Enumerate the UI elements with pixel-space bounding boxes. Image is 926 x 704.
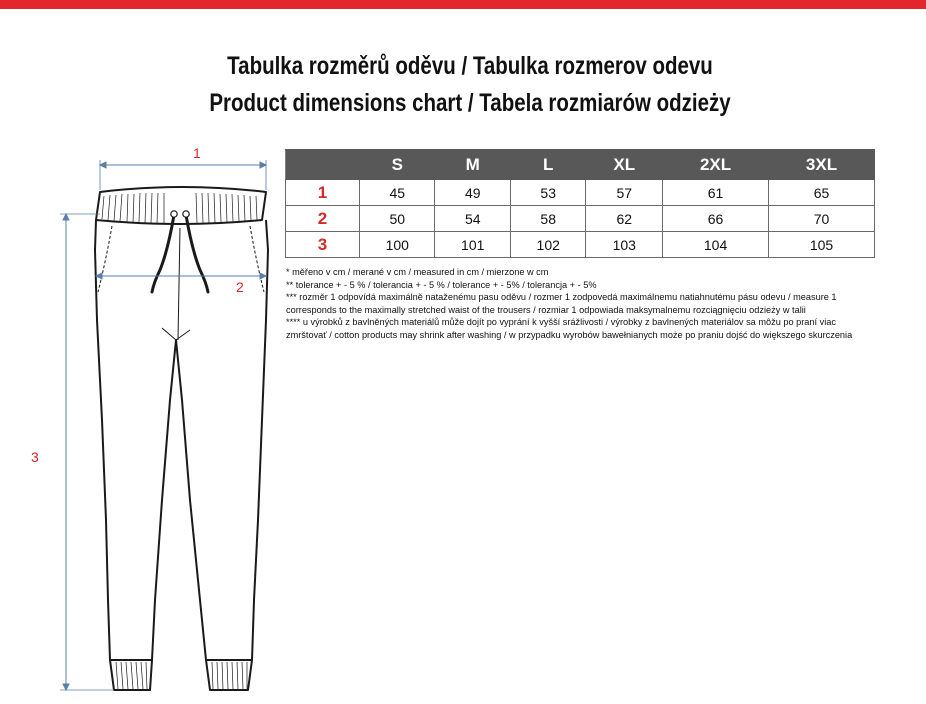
size-column-header: L bbox=[510, 150, 585, 180]
size-column-header: 2XL bbox=[663, 150, 769, 180]
table-cell: 102 bbox=[510, 232, 585, 258]
table-row bbox=[286, 180, 875, 206]
drawstring-right bbox=[186, 215, 208, 292]
eyelet-left bbox=[171, 211, 177, 217]
size-column-header: S bbox=[360, 150, 435, 180]
table-cell: 50 bbox=[360, 206, 435, 232]
table-cell: 104 bbox=[663, 232, 769, 258]
size-table bbox=[285, 149, 875, 258]
footnote: *** rozměr 1 odpovídá maximálně nataženému pasu oděvu / rozmer 1 zodpovedá maximálnemu natiahnutému pásu odevu / measure 1 corresponds to the maximally stretched waist of the trousers / rozmiar 1 odpowiada maksymalnemu rozciągnięciu odzieży w talii bbox=[286, 292, 837, 315]
table-cell: 53 bbox=[510, 180, 585, 206]
measure-label-3: 3 bbox=[31, 449, 39, 465]
row-label: 2 bbox=[286, 206, 360, 232]
size-column-header: XL bbox=[586, 150, 663, 180]
row-label: 3 bbox=[286, 232, 360, 258]
drawstring-left bbox=[152, 215, 174, 292]
page-title-line-2: Product dimensions chart / Tabela rozmiarów odzieży bbox=[209, 89, 731, 117]
table-row bbox=[286, 232, 875, 258]
crotch-stitch bbox=[162, 328, 190, 340]
footnote: **** u výrobků z bavlněných materiálů může dojít po vyprání k vyšší srážlivosti / výrobky z bavlnených materiálov sa môžu po praní viac zmrštovať / cotton products may shrink after washing / w przypadku wyrobów bawełnianych może po praniu dojść do większego skurczenia bbox=[286, 317, 853, 340]
page-title-line-1: Tabulka rozměrů oděvu / Tabulka rozmerov odevu bbox=[227, 52, 713, 80]
trousers-waistband bbox=[96, 187, 266, 224]
table-cell: 61 bbox=[663, 180, 769, 206]
footnote: * měřeno v cm / merané v cm / measured in cm / mierzone w cm bbox=[286, 267, 549, 277]
right-pocket bbox=[250, 226, 264, 292]
trousers-diagram bbox=[20, 140, 290, 700]
eyelet-right bbox=[183, 211, 189, 217]
table-cell: 70 bbox=[769, 206, 875, 232]
size-column-header: 3XL bbox=[769, 150, 875, 180]
size-column-header: M bbox=[435, 150, 510, 180]
size-header-row bbox=[286, 150, 875, 180]
table-cell: 49 bbox=[435, 180, 510, 206]
table-cell: 54 bbox=[435, 206, 510, 232]
footnotes bbox=[286, 266, 876, 342]
top-accent-bar bbox=[0, 0, 926, 9]
waistband-ribbing bbox=[102, 193, 257, 223]
table-cell: 57 bbox=[586, 180, 663, 206]
table-cell: 105 bbox=[769, 232, 875, 258]
left-pocket bbox=[98, 226, 112, 292]
table-cell: 101 bbox=[435, 232, 510, 258]
measure-label-1: 1 bbox=[193, 145, 201, 161]
table-row bbox=[286, 206, 875, 232]
table-cell: 100 bbox=[360, 232, 435, 258]
table-cell: 45 bbox=[360, 180, 435, 206]
footnote: ** tolerance + - 5 % / tolerancia + - 5 % / tolerance + - 5% / tolerancja + - 5% bbox=[286, 279, 597, 290]
table-cell: 103 bbox=[586, 232, 663, 258]
table-cell: 66 bbox=[663, 206, 769, 232]
row-label: 1 bbox=[286, 180, 360, 206]
table-cell: 65 bbox=[769, 180, 875, 206]
measure-label-2: 2 bbox=[236, 279, 244, 295]
table-cell: 58 bbox=[510, 206, 585, 232]
center-seam bbox=[178, 228, 180, 340]
header-corner bbox=[286, 150, 360, 180]
table-cell: 62 bbox=[586, 206, 663, 232]
cuff-ribbing bbox=[116, 662, 247, 689]
